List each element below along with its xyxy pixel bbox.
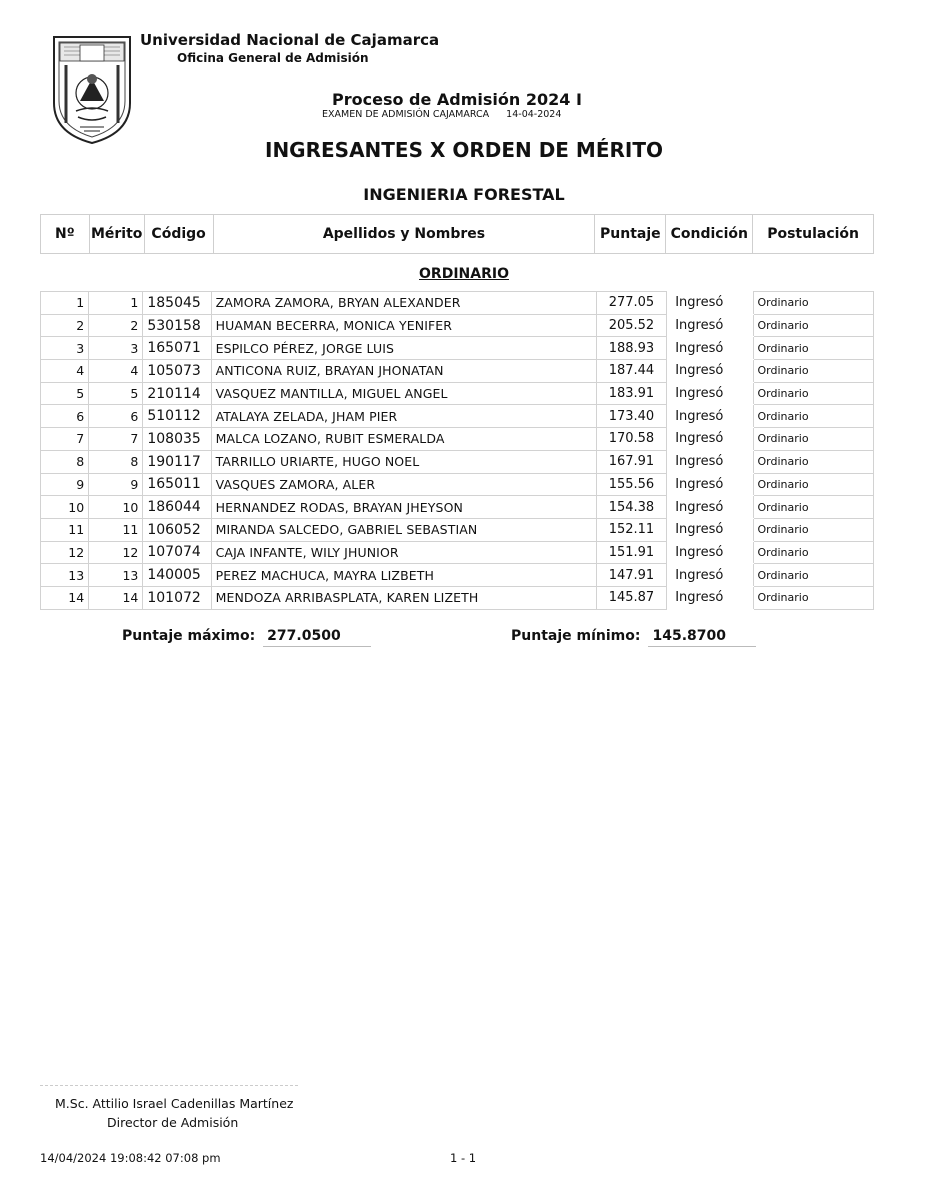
row-condition: Ingresó	[667, 541, 753, 564]
row-application: Ordinario	[753, 314, 873, 337]
table-row	[41, 314, 874, 337]
office-name: Oficina General de Admisión	[177, 51, 369, 65]
row-name: ZAMORA ZAMORA, BRYAN ALEXANDER	[211, 292, 596, 315]
row-merit: 10	[89, 496, 143, 519]
row-code: 108035	[143, 428, 211, 451]
row-code: 107074	[143, 541, 211, 564]
career-title: INGENIERIA FORESTAL	[363, 185, 565, 204]
exam-label: EXAMEN DE ADMISIÓN CAJAMARCA	[322, 109, 490, 120]
row-code: 101072	[143, 586, 211, 609]
col-header-condicion: Condición	[666, 215, 753, 254]
table-row	[41, 428, 874, 451]
row-merit: 4	[89, 360, 143, 383]
row-merit: 9	[89, 473, 143, 496]
row-code: 140005	[143, 564, 211, 587]
row-application: Ordinario	[753, 292, 873, 315]
table-row	[41, 518, 874, 541]
row-merit: 12	[89, 541, 143, 564]
row-application: Ordinario	[753, 405, 873, 428]
row-application: Ordinario	[753, 450, 873, 473]
row-score: 151.91	[596, 541, 666, 564]
footer-page: 1 - 1	[450, 1151, 477, 1165]
table-row	[41, 496, 874, 519]
min-score-value: 145.8700	[648, 628, 756, 647]
row-condition: Ingresó	[667, 586, 753, 609]
row-score: 152.11	[596, 518, 666, 541]
row-score: 155.56	[596, 473, 666, 496]
table-row	[41, 337, 874, 360]
row-number: 8	[41, 450, 89, 473]
row-number: 11	[41, 518, 89, 541]
exam-date: 14-04-2024	[506, 109, 562, 120]
row-condition: Ingresó	[667, 337, 753, 360]
row-merit: 7	[89, 428, 143, 451]
table-row	[41, 382, 874, 405]
row-condition: Ingresó	[667, 314, 753, 337]
row-name: VASQUEZ MANTILLA, MIGUEL ANGEL	[211, 382, 596, 405]
row-name: HUAMAN BECERRA, MONICA YENIFER	[211, 314, 596, 337]
table-row	[41, 473, 874, 496]
row-code: 190117	[143, 450, 211, 473]
university-name: Universidad Nacional de Cajamarca	[140, 31, 440, 49]
row-score: 154.38	[596, 496, 666, 519]
row-number: 9	[41, 473, 89, 496]
table-row	[41, 564, 874, 587]
row-number: 5	[41, 382, 89, 405]
row-number: 14	[41, 586, 89, 609]
row-merit: 8	[89, 450, 143, 473]
row-code: 105073	[143, 360, 211, 383]
signature-role: Director de Admisión	[107, 1115, 239, 1130]
row-name: ANTICONA RUIZ, BRAYAN JHONATAN	[211, 360, 596, 383]
row-condition: Ingresó	[667, 564, 753, 587]
row-name: MIRANDA SALCEDO, GABRIEL SEBASTIAN	[211, 518, 596, 541]
row-name: TARRILLO URIARTE, HUGO NOEL	[211, 450, 596, 473]
row-number: 3	[41, 337, 89, 360]
min-score-label: Puntaje mínimo:	[511, 628, 641, 644]
row-number: 6	[41, 405, 89, 428]
row-score: 170.58	[596, 428, 666, 451]
col-header-merito: Mérito	[89, 215, 144, 254]
row-merit: 6	[89, 405, 143, 428]
row-code: 510112	[143, 405, 211, 428]
row-application: Ordinario	[753, 360, 873, 383]
row-score: 187.44	[596, 360, 666, 383]
row-code: 186044	[143, 496, 211, 519]
row-merit: 3	[89, 337, 143, 360]
col-header-n: Nº	[41, 215, 90, 254]
table-row	[41, 450, 874, 473]
table-header	[40, 214, 874, 254]
row-name: ESPILCO PÉREZ, JORGE LUIS	[211, 337, 596, 360]
row-number: 7	[41, 428, 89, 451]
row-name: HERNANDEZ RODAS, BRAYAN JHEYSON	[211, 496, 596, 519]
signature-name: M.Sc. Attilio Israel Cadenillas Martínez	[55, 1096, 294, 1111]
row-merit: 5	[89, 382, 143, 405]
row-merit: 2	[89, 314, 143, 337]
row-name: PEREZ MACHUCA, MAYRA LIZBETH	[211, 564, 596, 587]
table-row	[41, 360, 874, 383]
max-score-value: 277.0500	[263, 628, 371, 647]
min-score	[511, 628, 756, 647]
row-number: 10	[41, 496, 89, 519]
row-application: Ordinario	[753, 496, 873, 519]
row-score: 277.05	[596, 292, 666, 315]
row-merit: 11	[89, 518, 143, 541]
row-number: 1	[41, 292, 89, 315]
row-number: 4	[41, 360, 89, 383]
row-number: 12	[41, 541, 89, 564]
row-code: 165011	[143, 473, 211, 496]
row-name: MALCA LOZANO, RUBIT ESMERALDA	[211, 428, 596, 451]
table-row	[41, 292, 874, 315]
max-score	[122, 628, 371, 647]
row-name: MENDOZA ARRIBASPLATA, KAREN LIZETH	[211, 586, 596, 609]
table-row	[41, 586, 874, 609]
row-merit: 13	[89, 564, 143, 587]
exam-line	[322, 109, 575, 120]
row-code: 185045	[143, 292, 211, 315]
row-score: 147.91	[596, 564, 666, 587]
row-score: 173.40	[596, 405, 666, 428]
row-application: Ordinario	[753, 564, 873, 587]
col-header-nombre: Apellidos y Nombres	[213, 215, 595, 254]
row-condition: Ingresó	[667, 450, 753, 473]
row-number: 13	[41, 564, 89, 587]
row-number: 2	[41, 314, 89, 337]
row-application: Ordinario	[753, 541, 873, 564]
footer-timestamp: 14/04/2024 19:08:42 07:08 pm	[40, 1151, 221, 1165]
row-condition: Ingresó	[667, 496, 753, 519]
row-name: VASQUES ZAMORA, ALER	[211, 473, 596, 496]
row-application: Ordinario	[753, 518, 873, 541]
row-code: 530158	[143, 314, 211, 337]
row-application: Ordinario	[753, 382, 873, 405]
row-score: 183.91	[596, 382, 666, 405]
results-table	[40, 291, 874, 610]
main-title: INGRESANTES X ORDEN DE MÉRITO	[265, 138, 663, 162]
section-title: ORDINARIO	[419, 266, 509, 282]
row-score: 145.87	[596, 586, 666, 609]
university-seal	[50, 33, 134, 145]
max-score-label: Puntaje máximo:	[122, 628, 256, 644]
table-row	[41, 405, 874, 428]
row-code: 106052	[143, 518, 211, 541]
row-application: Ordinario	[753, 586, 873, 609]
row-condition: Ingresó	[667, 292, 753, 315]
row-score: 167.91	[596, 450, 666, 473]
row-score: 188.93	[596, 337, 666, 360]
process-title: Proceso de Admisión 2024 I	[332, 90, 582, 109]
row-condition: Ingresó	[667, 405, 753, 428]
row-name: ATALAYA ZELADA, JHAM PIER	[211, 405, 596, 428]
row-merit: 14	[89, 586, 143, 609]
col-header-codigo: Código	[144, 215, 213, 254]
row-condition: Ingresó	[667, 382, 753, 405]
row-name: CAJA INFANTE, WILY JHUNIOR	[211, 541, 596, 564]
row-code: 165071	[143, 337, 211, 360]
row-application: Ordinario	[753, 473, 873, 496]
col-header-puntaje: Puntaje	[595, 215, 666, 254]
row-merit: 1	[89, 292, 143, 315]
row-application: Ordinario	[753, 428, 873, 451]
signature-line	[40, 1085, 298, 1086]
row-score: 205.52	[596, 314, 666, 337]
col-header-postulacion: Postulación	[753, 215, 874, 254]
row-condition: Ingresó	[667, 473, 753, 496]
row-application: Ordinario	[753, 337, 873, 360]
row-condition: Ingresó	[667, 360, 753, 383]
row-condition: Ingresó	[667, 428, 753, 451]
table-row	[41, 541, 874, 564]
row-condition: Ingresó	[667, 518, 753, 541]
row-code: 210114	[143, 382, 211, 405]
